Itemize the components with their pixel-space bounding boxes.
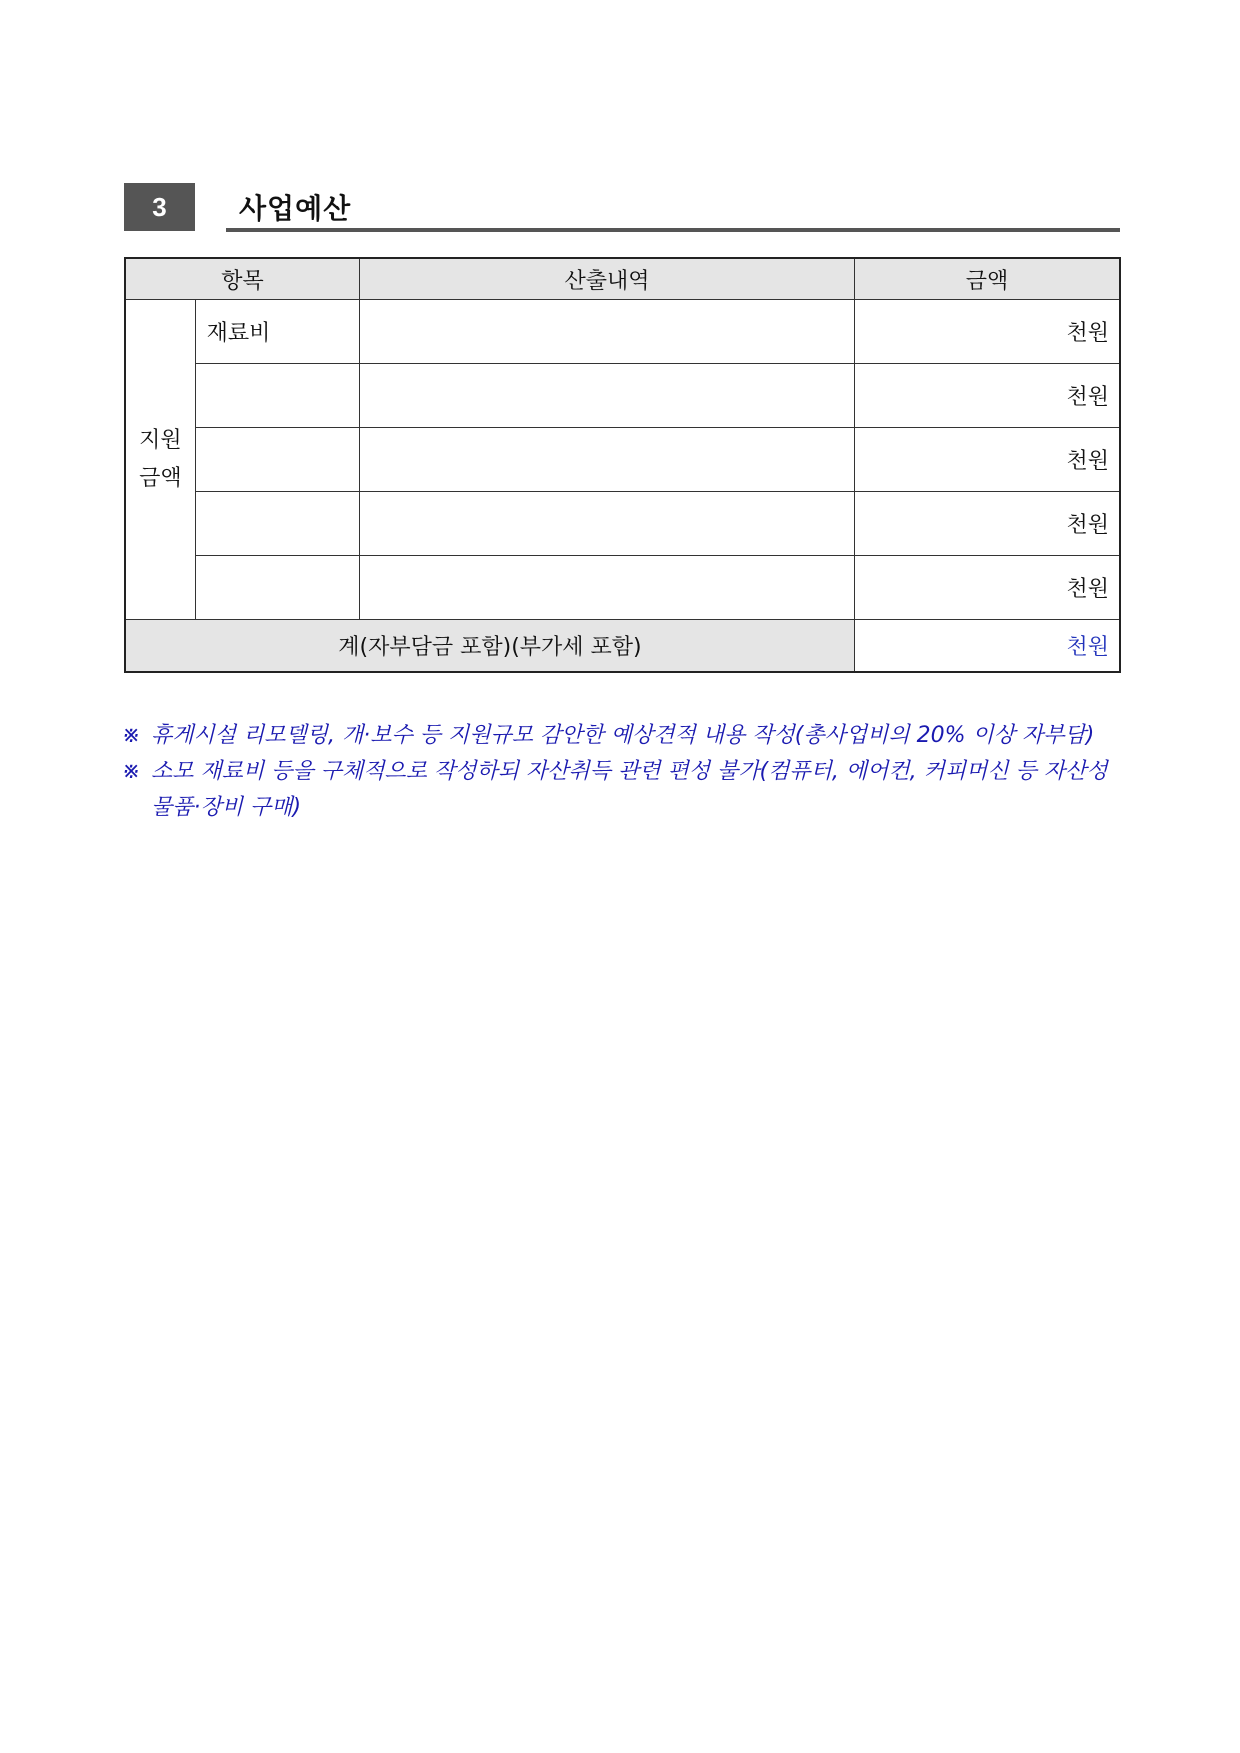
detail-cell[interactable] xyxy=(359,364,854,428)
detail-cell[interactable] xyxy=(359,492,854,556)
total-row xyxy=(125,620,1120,673)
table-row xyxy=(125,300,1120,364)
budget-table xyxy=(124,257,1121,673)
header-item: 항목 xyxy=(125,258,359,300)
notes-block xyxy=(122,718,1132,826)
total-label: 계(자부담금 포함)(부가세 포함) xyxy=(125,620,854,673)
note-item xyxy=(122,718,1132,754)
table-row xyxy=(125,428,1120,492)
item-cell[interactable] xyxy=(195,556,359,620)
detail-cell[interactable] xyxy=(359,556,854,620)
table-row xyxy=(125,492,1120,556)
section-number-badge: 3 xyxy=(124,183,195,231)
section-header xyxy=(124,183,1120,233)
table-row xyxy=(125,364,1120,428)
header-amount: 금액 xyxy=(854,258,1120,300)
table-header-row xyxy=(125,258,1120,300)
amount-cell[interactable]: 천원 xyxy=(854,364,1120,428)
group-label-line1: 지원 xyxy=(139,427,182,453)
item-cell[interactable]: 재료비 xyxy=(195,300,359,364)
section-divider xyxy=(226,228,1120,232)
note-mark: ※ xyxy=(122,759,141,784)
amount-cell[interactable]: 천원 xyxy=(854,492,1120,556)
item-cell[interactable] xyxy=(195,492,359,556)
amount-cell[interactable]: 천원 xyxy=(854,556,1120,620)
group-label-line2: 금액 xyxy=(139,465,182,491)
table-row xyxy=(125,556,1120,620)
total-amount-cell[interactable]: 천원 xyxy=(854,620,1120,673)
note-text: 소모 재료비 등을 구체적으로 작성하되 자산취득 관련 편성 불가(컴퓨터, 에어컨, 커피머신 등 자산성 물품·장비 구매) xyxy=(151,759,1108,820)
detail-cell[interactable] xyxy=(359,428,854,492)
note-text: 휴게시설 리모델링, 개·보수 등 지원규모 감안한 예상견적 내용 작성(총사업비의 20% 이상 자부담) xyxy=(151,723,1095,748)
support-amount-group-label xyxy=(125,300,195,620)
amount-cell[interactable]: 천원 xyxy=(854,428,1120,492)
note-item xyxy=(122,754,1132,826)
amount-cell[interactable]: 천원 xyxy=(854,300,1120,364)
header-detail: 산출내역 xyxy=(359,258,854,300)
detail-cell[interactable] xyxy=(359,300,854,364)
item-cell[interactable] xyxy=(195,428,359,492)
note-mark: ※ xyxy=(122,723,141,748)
section-title: 사업예산 xyxy=(239,192,352,225)
item-cell[interactable] xyxy=(195,364,359,428)
